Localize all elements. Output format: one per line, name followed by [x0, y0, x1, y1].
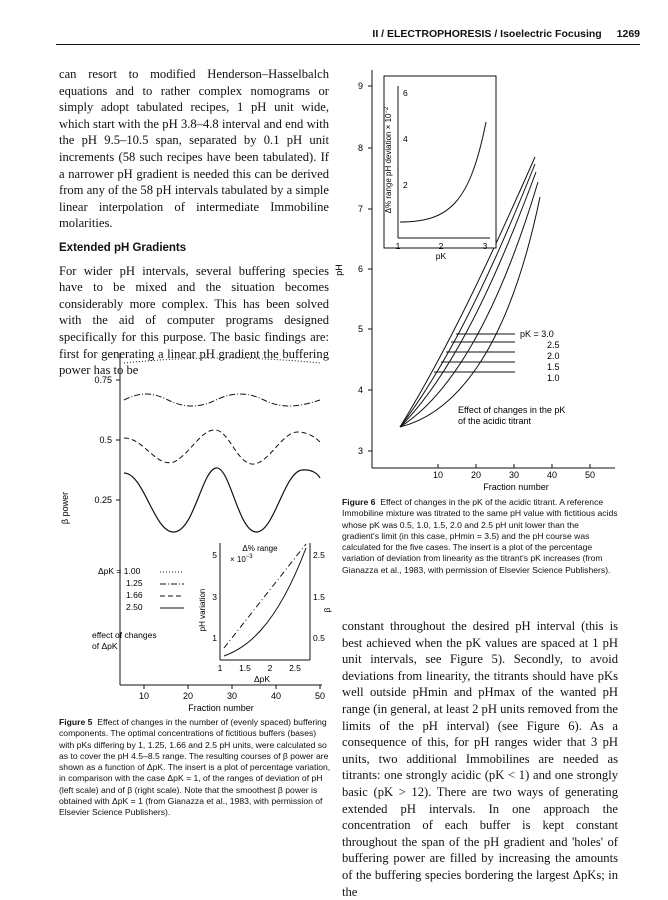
fig6-ytick: 3: [357, 446, 363, 456]
inset6-xtick: 2: [438, 241, 444, 251]
inset5-right-tick: 2.5: [313, 550, 325, 560]
paragraph-1: can resort to modified Henderson–Hasselbalch equations and to rather complex nomograms or simply adopt tabulated recipes, 1 pH unit wide, which start with the pH 3.8–4.8 interval and end with the pH 9.5–10.5 span, separated by 0.1 pH unit increments (58 such recipes have been tabulated). If a narrower pH gradient is needed this can be derived from any of the 58 pH intervals tabulated by a simple linear interpolation of intermediate Immobiline molarities.: [59, 67, 329, 231]
inset5-left-tick: 5: [212, 550, 217, 560]
legend-label-2: 1.25: [126, 578, 143, 588]
paragraph-3: constant throughout the desired pH interval (this is best achieved when the pK values are spaced at 1 pH unit intervals, see Figure 5). Secondly, to avoid deviations from linearity, the titrants should have pKs well outside pHmin and pHmax of the wanted pH range (in general, at least 2 pH units removed from the limits of the pH interval) (see Figure 6). As a consequence of this, for pH ranges wider that 3 pH units, two additional Immobilines are needed as titrants: one strongly acidic (pK < 1) and one strongly basic (pK > 12). There are two ways of generating extended pH intervals. In one approach the concentration of each buffer is kept constant throughout the span of the pH gradient and 'holes' of buffering power are filled by increasing the amounts of the buffering species bordering the largest ΔpKs; in the: [342, 619, 618, 899]
fig5-curve-dpk-1.00: [124, 358, 320, 363]
fig6-x-label: Fraction number: [483, 482, 549, 492]
fig6-annotation-2: of the acidic titrant: [458, 416, 532, 426]
fig5-x-label: Fraction number: [188, 703, 254, 713]
inset6-y-label: Δ% range pH deviation × $10^{-2}$: [384, 106, 393, 214]
inset6-ytick: 2: [403, 180, 408, 190]
section-title: II / ELECTROPHORESIS / Isoelectric Focusing: [372, 28, 602, 40]
section-heading: Extended pH Gradients: [59, 241, 187, 254]
fig6-ytick: 6: [357, 264, 363, 274]
fig6-ytick: 7: [357, 204, 363, 214]
figure-6: [330, 62, 630, 494]
fig6-annotation-1: Effect of changes in the pK: [458, 405, 566, 415]
inset5-left-label: pH variation: [198, 588, 207, 632]
inset6-xtick: 1: [395, 241, 401, 251]
fig5-xtick: 10: [138, 691, 150, 701]
fig6-inset: [384, 76, 496, 261]
fig5-xtick: 20: [182, 691, 194, 701]
fig6-pk-label: 1.0: [547, 373, 560, 383]
fig5-curve-dpk-1.25: [124, 394, 320, 406]
fig6-ytick: 9: [357, 81, 363, 91]
inset5-xtick: 2.5: [289, 663, 301, 673]
figure-5: [40, 348, 340, 718]
left-column-text: [59, 66, 329, 379]
fig5-y-label: β power: [60, 491, 70, 525]
legend-title: effect of changes of ΔpK: [92, 630, 157, 651]
legend-label-3: 1.66: [126, 590, 143, 600]
fig6-pk-label: 2.0: [547, 351, 560, 361]
fig6-pk-label: 2.5: [547, 340, 560, 350]
legend-label-4: 2.50: [126, 602, 143, 612]
fig5-curve-dpk-2.50: [124, 468, 320, 532]
fig6-xtick: 40: [546, 470, 558, 480]
fig5-inset: [198, 538, 332, 684]
fig5-ytick: 0.75: [94, 375, 112, 385]
fig6-xtick: 20: [470, 470, 482, 480]
figure-5-caption: [59, 717, 331, 819]
fig6-xtick: 10: [432, 470, 444, 480]
figure-6-caption-label: Figure 6: [342, 497, 376, 507]
inset5-x-label: ΔpK: [253, 674, 271, 684]
paragraph-2: For wider pH intervals, several buffering species have to be mixed and the situation becomes considerably more complex. This has been solved with the aid of computer programs designed specifically for this purpose. The basic findings are: first for generating a linear pH gradient the buffering power has to be: [59, 263, 329, 378]
fig6-ytick: 5: [357, 324, 363, 334]
inset5-right-tick: 0.5: [313, 633, 325, 643]
inset5-xtick: 2: [267, 663, 273, 673]
fig6-pk-label: pK = 3.0: [520, 329, 554, 339]
fig5-xtick: 40: [270, 691, 282, 701]
fig5-ytick: 0.25: [94, 495, 112, 505]
fig5-xtick: 30: [226, 691, 238, 701]
inset5-title-1: Δ% range: [242, 544, 278, 553]
fig5-xtick: 50: [314, 691, 326, 701]
inset5-left-tick: 1: [212, 633, 217, 643]
header-rule: [56, 44, 640, 45]
inset6-ytick: 6: [403, 88, 408, 98]
figure-6-caption: [342, 497, 618, 576]
inset6-xtick: 3: [482, 241, 488, 251]
right-column-text: [342, 618, 618, 900]
fig5-curve-dpk-1.66: [124, 430, 320, 464]
figure-6-caption-text: Effect of changes in the pK of the acidic titrant. A reference Immobiline mixture was titrated to the same pH value with fictitious acids whose pK was 0.5, 1.0, 1.5, 2.0 and 2.5 pH unit lower than the gradient's limit (in this case, pHmin = 3.5) and the pH course was calculated for the five cases. The insert is a plot of the percentage variation of deviation from linearity as the titrant's pK increases (from Gianazza et al., 1983, with permission of Elsevier Science Publishers).: [342, 497, 618, 575]
fig5-ytick: 0.5: [99, 435, 112, 445]
fig6-ytick: 4: [357, 385, 363, 395]
inset6-x-label: pK: [435, 251, 447, 261]
legend-label-1: ΔpK = 1.00: [98, 566, 141, 576]
fig6-xtick: 50: [584, 470, 596, 480]
inset5-title-2: × $10^{-3}$: [230, 554, 253, 564]
inset5-right-label: β: [323, 607, 332, 613]
figure-5-caption-text: Effect of changes in the number of (evenly spaced) buffering components. The optimal concentrations of fictitious buffers (bases) with pKs differing by 1, 1.25, 1.66 and 2.5 pH units, were calculated so as to cover the pH 4.5–8.5 range. The resulting courses of β power are shown as a function of ΔpK. The insert is a plot of percentage variation, in comparison with the case ΔpK = 1, of the ranges of deviation of pH (left scale) and of β (right scale). Note that the smoothest β power is obtained with ΔpK = 1 (from Gianazza et al., 1983, with permission of Elsevier Science Publishers).: [59, 717, 331, 818]
inset5-xtick: 1: [217, 663, 223, 673]
inset6-ytick: 4: [403, 134, 408, 144]
fig6-ytick: 8: [357, 143, 363, 153]
inset5-left-tick: 3: [212, 592, 217, 602]
fig6-pk-label: 1.5: [547, 362, 560, 372]
running-header: [372, 28, 640, 40]
fig6-xtick: 30: [508, 470, 520, 480]
inset5-xtick: 1.5: [239, 663, 251, 673]
page-number: 1269: [616, 28, 640, 40]
fig6-y-label: pH: [334, 264, 344, 276]
figure-5-caption-label: Figure 5: [59, 717, 93, 727]
inset5-right-tick: 1.5: [313, 592, 325, 602]
